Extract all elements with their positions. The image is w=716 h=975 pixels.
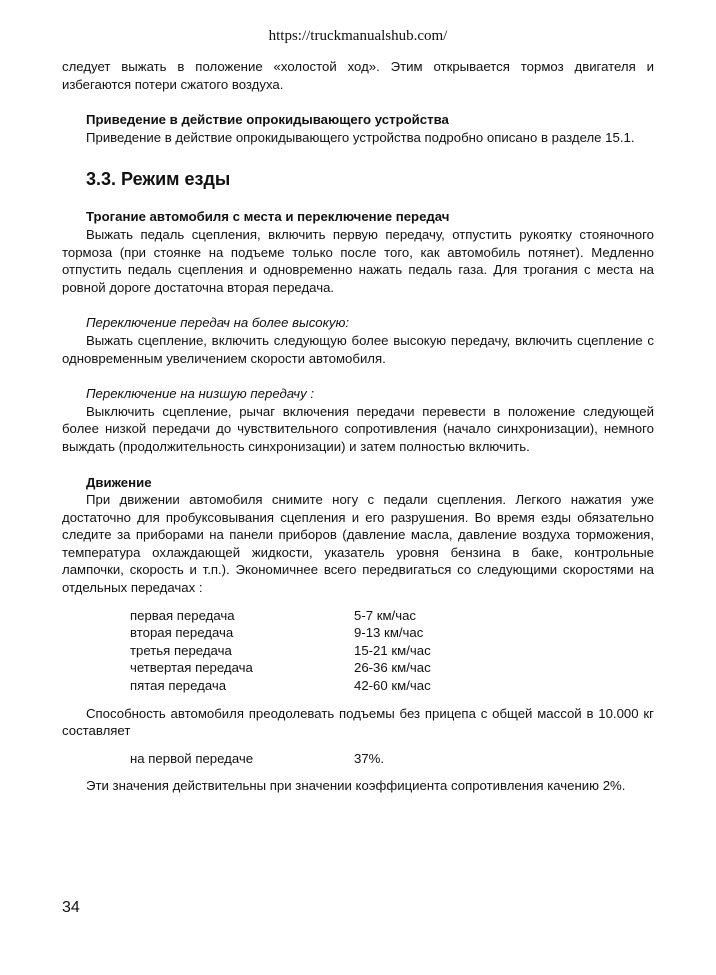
grade-gear: на первой передаче bbox=[130, 750, 254, 766]
upshift-heading: Переключение передач на более высокую: bbox=[86, 315, 350, 331]
page-content bbox=[62, 58, 654, 795]
table-row bbox=[130, 607, 431, 625]
gear-speed-table bbox=[130, 607, 431, 695]
gear-name: первая передача bbox=[130, 607, 235, 623]
gear-speed: 42-60 км/час bbox=[354, 678, 431, 694]
final-paragraph: Эти значения действительны при значении коэффициента сопротивления качению 2%. bbox=[86, 778, 626, 794]
gear-speed: 9-13 км/час bbox=[354, 625, 424, 641]
gear-speed: 26-36 км/час bbox=[354, 660, 431, 676]
table-row bbox=[130, 659, 431, 677]
tipper-paragraph: Приведение в действие опрокидывающего устройства подробно описано в разделе 15.1. bbox=[86, 129, 635, 145]
table-row bbox=[130, 750, 384, 768]
start-heading: Трогание автомобиля с места и переключение передач bbox=[86, 209, 450, 225]
upshift-paragraph: Выжать сцепление, включить следующую более высокую передачу, включить сцепление с одновременным увеличением скорости автомобиля. bbox=[62, 332, 654, 366]
source-url: https://truckmanualshub.com/ bbox=[268, 28, 448, 44]
gear-name: пятая передача bbox=[130, 678, 227, 694]
gear-name: четвертая передача bbox=[130, 660, 253, 676]
gear-name: вторая передача bbox=[130, 625, 234, 641]
intro-paragraph: следует выжать в положение «холостой ход». Этим открывается тормоз двигателя и избегаются потери сжатого воздуха. bbox=[62, 59, 654, 92]
grade-paragraph: Способность автомобиля преодолевать подъемы без прицепа с общей массой в 10.000 кг составляет bbox=[62, 705, 654, 739]
table-row bbox=[130, 677, 431, 695]
gear-name: третья передача bbox=[130, 642, 232, 658]
page-number: 34 bbox=[62, 899, 80, 916]
driving-heading: Движение bbox=[86, 474, 152, 490]
gear-speed: 15-21 км/час bbox=[354, 642, 431, 658]
section-title: 3.3. Режим езды bbox=[86, 169, 231, 190]
grade-table bbox=[130, 750, 384, 768]
tipper-heading: Приведение в действие опрокидывающего устройства bbox=[86, 112, 449, 128]
downshift-paragraph: Выключить сцепление, рычаг включения передачи перевести в положение следующей более низкой передачи до чувствительного сопротивления (начало синхронизации), немного выждать (продолжительность синхронизации) и затем полностью включить. bbox=[62, 403, 654, 454]
grade-value: 37%. bbox=[354, 750, 385, 766]
downshift-heading: Переключение на низшую передачу : bbox=[86, 386, 314, 402]
table-row bbox=[130, 624, 431, 642]
driving-paragraph: При движении автомобиля снимите ногу с педали сцепления. Легкого нажатия уже достаточно для пробуксовывания сцепления и его разрушения. Во время езды обязательно следите за приборами на панели приборов (давление масла, давление воздуха торможения, температура охлаждающей жидкости, указатель уровня бензина в баке, контрольные лампочки, скорость и т.п.). Экономичнее всего передвигаться со следующими скоростями на отдельных передачах : bbox=[62, 492, 654, 596]
gear-speed: 5-7 км/час bbox=[354, 607, 417, 623]
table-row bbox=[130, 642, 431, 660]
start-paragraph: Выжать педаль сцепления, включить первую передачу, отпустить рукоятку стояночного тормоза (при стоянке на подъеме только после того, как автомобиль потянет). Медленно отпустить педаль сцепления и одновременно нажать педаль газа. Для трогания с места на ровной дороге достаточна вторая передача. bbox=[62, 226, 654, 295]
